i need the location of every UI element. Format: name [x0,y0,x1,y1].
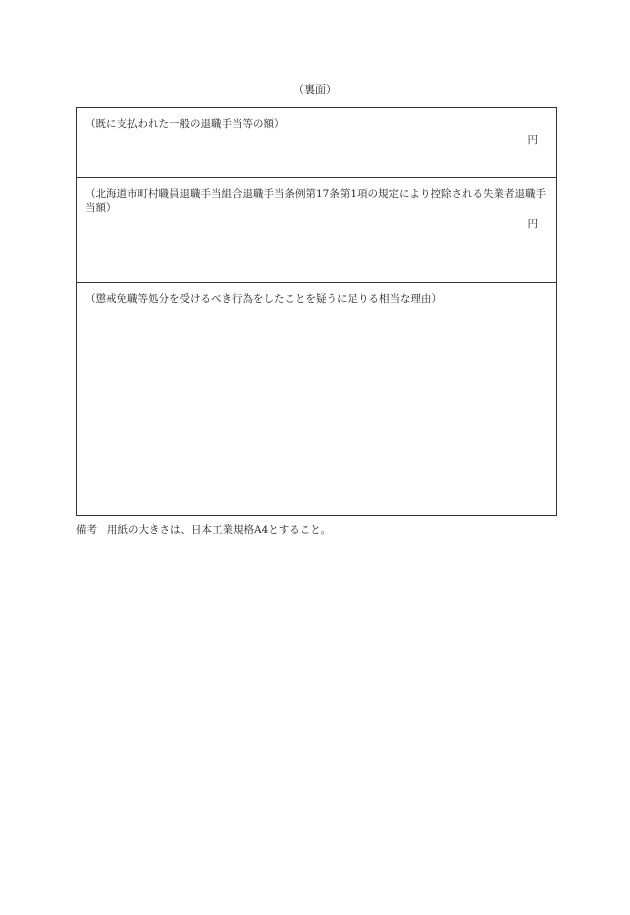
form-table [76,107,557,516]
paid-retirement-allowance-label: （既に支払われた一般の退職手当等の額） [85,118,285,130]
footnote [76,523,331,537]
disciplinary-reason-label: （懲戒免職等処分を受けるべき行為をしたことを疑うに足りる相当な理由） [85,293,442,305]
paid-retirement-allowance-unit: 円 [527,134,538,146]
deducted-unemployment-allowance-section [77,178,556,283]
paid-retirement-allowance-section [77,108,556,178]
footnote-text: 用紙の大きさは、日本工業規格A4とすること。 [107,524,332,536]
deducted-unemployment-allowance-unit: 円 [527,218,538,230]
disciplinary-reason-section [77,283,556,515]
deducted-unemployment-allowance-label: （北海道市町村職員退職手当組合退職手当条例第17条第1項の規定により控除される失業者退職手当額） [85,188,547,214]
page-heading: （裏面） [293,83,337,96]
footnote-label: 備考 [76,524,97,536]
